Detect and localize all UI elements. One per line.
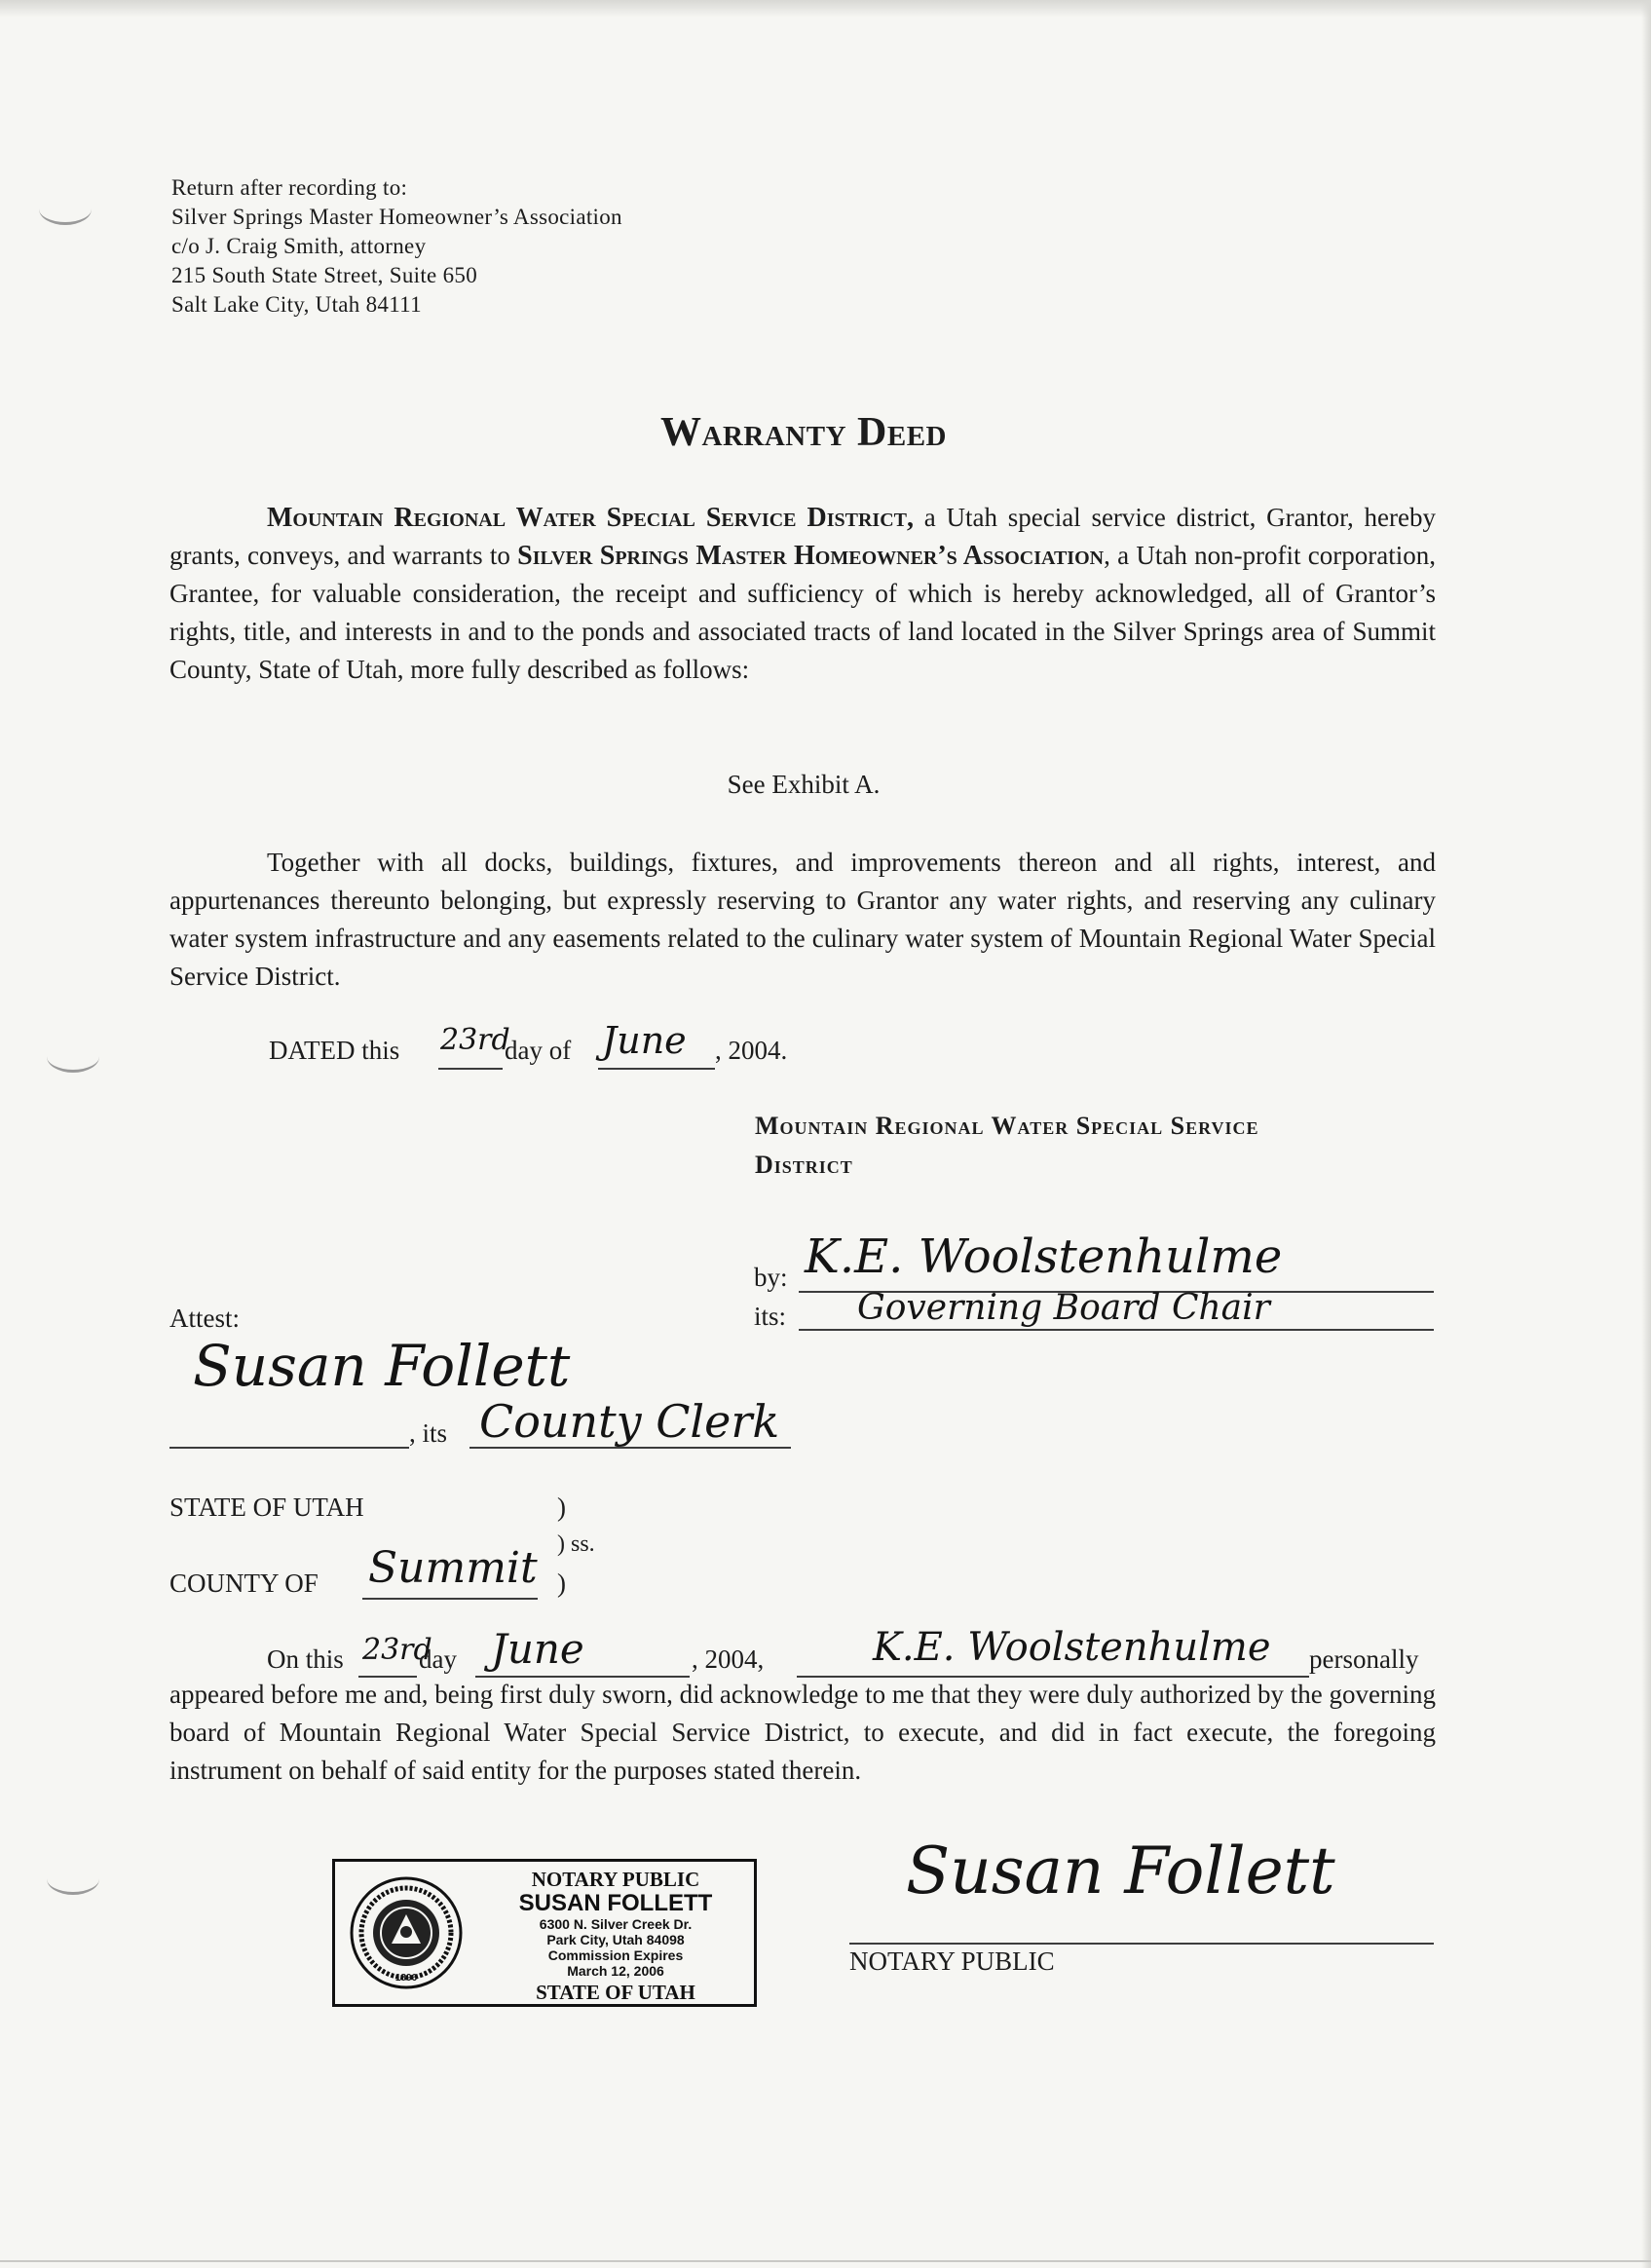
return-line: c/o J. Craig Smith, attorney: [171, 234, 427, 258]
notary-signature-line: [849, 1943, 1434, 1945]
stamp-address-2: Park City, Utah 84098: [546, 1932, 685, 1947]
venue-paren: ): [557, 1569, 566, 1598]
dated-prefix: DATED this: [269, 1036, 400, 1065]
scan-edge-right: [1641, 0, 1651, 2268]
county-handwritten: Summit: [368, 1543, 538, 1593]
dated-month-line: [598, 1068, 715, 1070]
stamp-state: STATE OF UTAH: [536, 1981, 695, 2004]
stamp-name: SUSAN FOLLETT: [518, 1890, 713, 1916]
document-title: Warranty Deed: [660, 410, 947, 455]
county-line: [362, 1598, 538, 1600]
county-label: COUNTY OF: [169, 1569, 319, 1598]
its-label: its:: [754, 1302, 787, 1331]
state-label: STATE OF UTAH: [169, 1493, 364, 1522]
grantor-org-line-2: District: [755, 1151, 853, 1179]
dated-day-line: [438, 1068, 503, 1070]
attest-title-handwritten: County Clerk: [479, 1395, 780, 1448]
punch-hole-mark: [39, 193, 92, 225]
exhibit-reference: See Exhibit A.: [727, 770, 881, 799]
notary-public-label: NOTARY PUBLIC: [849, 1947, 1055, 1976]
grantor-signature-block: [755, 1107, 1259, 1185]
attest-label: Attest:: [169, 1304, 240, 1333]
dated-year: , 2004.: [715, 1036, 788, 1065]
grantor-name: Mountain Regional Water Special Service District,: [267, 503, 914, 533]
dated-mid: day of: [505, 1036, 572, 1065]
scan-edge-bottom: [0, 2260, 1651, 2262]
ack-day-handwritten: 23rd: [362, 1633, 432, 1667]
ack-body: appeared before me and, being first duly sworn, did acknowledge to me that they were duly authorized by the governing board of Mountain Regional Water Special Service District, to execute, and did in fact execute, the foregoing instrument on behalf of said entity for the purposes stated therein.: [169, 1680, 1436, 1785]
grantee-name: Silver Springs Master Homeowner’s Association: [517, 541, 1105, 571]
ack-day-label: day: [419, 1644, 457, 1674]
together-paragraph: Together with all docks, buildings, fixtures, and improvements thereon and all rights, interest, and appurtenances thereunto belonging, but expressly reserving to Grantor any water rights, and reserving any culinary water system infrastructure and any easements related to the culinary water system of Mountain Regional Water Special Service District.: [169, 848, 1436, 991]
scan-edge-top: [0, 0, 1651, 18]
dated-day-handwritten: 23rd: [440, 1023, 510, 1057]
seal-year: 1896: [394, 1973, 418, 1984]
punch-hole-mark: [47, 1863, 99, 1895]
dated-month-handwritten: June: [602, 1019, 687, 1062]
notary-stamp-text: [481, 1868, 750, 2004]
stamp-title: NOTARY PUBLIC: [531, 1868, 700, 1891]
state-seal-icon: [349, 1875, 464, 1990]
grant-text-1: a Utah special service district, Grantor, hereby grants, conveys, and warrants to: [169, 503, 1437, 570]
attest-its-label: , its: [409, 1418, 448, 1448]
grantor-title-handwritten: Governing Board Chair: [857, 1288, 1270, 1328]
return-line: 215 South State Street, Suite 650: [171, 263, 477, 287]
stamp-expiry: March 12, 2006: [567, 1963, 664, 1979]
venue-ss: ) ss.: [557, 1531, 595, 1557]
ack-year: , 2004,: [692, 1644, 765, 1674]
grant-text-2: , a Utah non-profit corporation, Grantee, for valuable consideration, the receipt and sufficiency of which is hereby acknowledged, all of Grantor’s rights, title, and interests in and to the ponds and associated tracts of land located in the Silver Springs area of Summit County, State of Utah, more fully described as follows:: [169, 541, 1436, 684]
by-label: by:: [754, 1263, 788, 1292]
notary-stamp: [332, 1859, 757, 2007]
grantor-signature: K.E. Woolstenhulme: [805, 1229, 1283, 1284]
stamp-commission: Commission Expires: [547, 1947, 684, 1963]
return-line: Salt Lake City, Utah 84111: [171, 292, 422, 317]
attest-signature-line: [169, 1447, 409, 1449]
return-address-block: [171, 173, 622, 320]
ack-on-this: On this: [267, 1644, 344, 1674]
attest-signature: Susan Follett: [193, 1333, 571, 1399]
ack-month-handwritten: June: [491, 1625, 584, 1673]
return-line: Silver Springs Master Homeowner’s Association: [171, 205, 622, 229]
its-title-line: [799, 1329, 1434, 1331]
grantor-org-line-1: Mountain Regional Water Special Service: [755, 1112, 1259, 1140]
notary-signature: Susan Follett: [906, 1833, 1335, 1909]
venue-paren: ): [557, 1493, 566, 1522]
grant-paragraph: [169, 499, 1436, 689]
return-line: Return after recording to:: [171, 175, 408, 200]
ack-personally: personally: [1309, 1644, 1419, 1674]
stamp-address-1: 6300 N. Silver Creek Dr.: [539, 1916, 693, 1932]
punch-hole-mark: [47, 1040, 99, 1073]
ack-name-handwritten: K.E. Woolstenhulme: [873, 1625, 1271, 1670]
